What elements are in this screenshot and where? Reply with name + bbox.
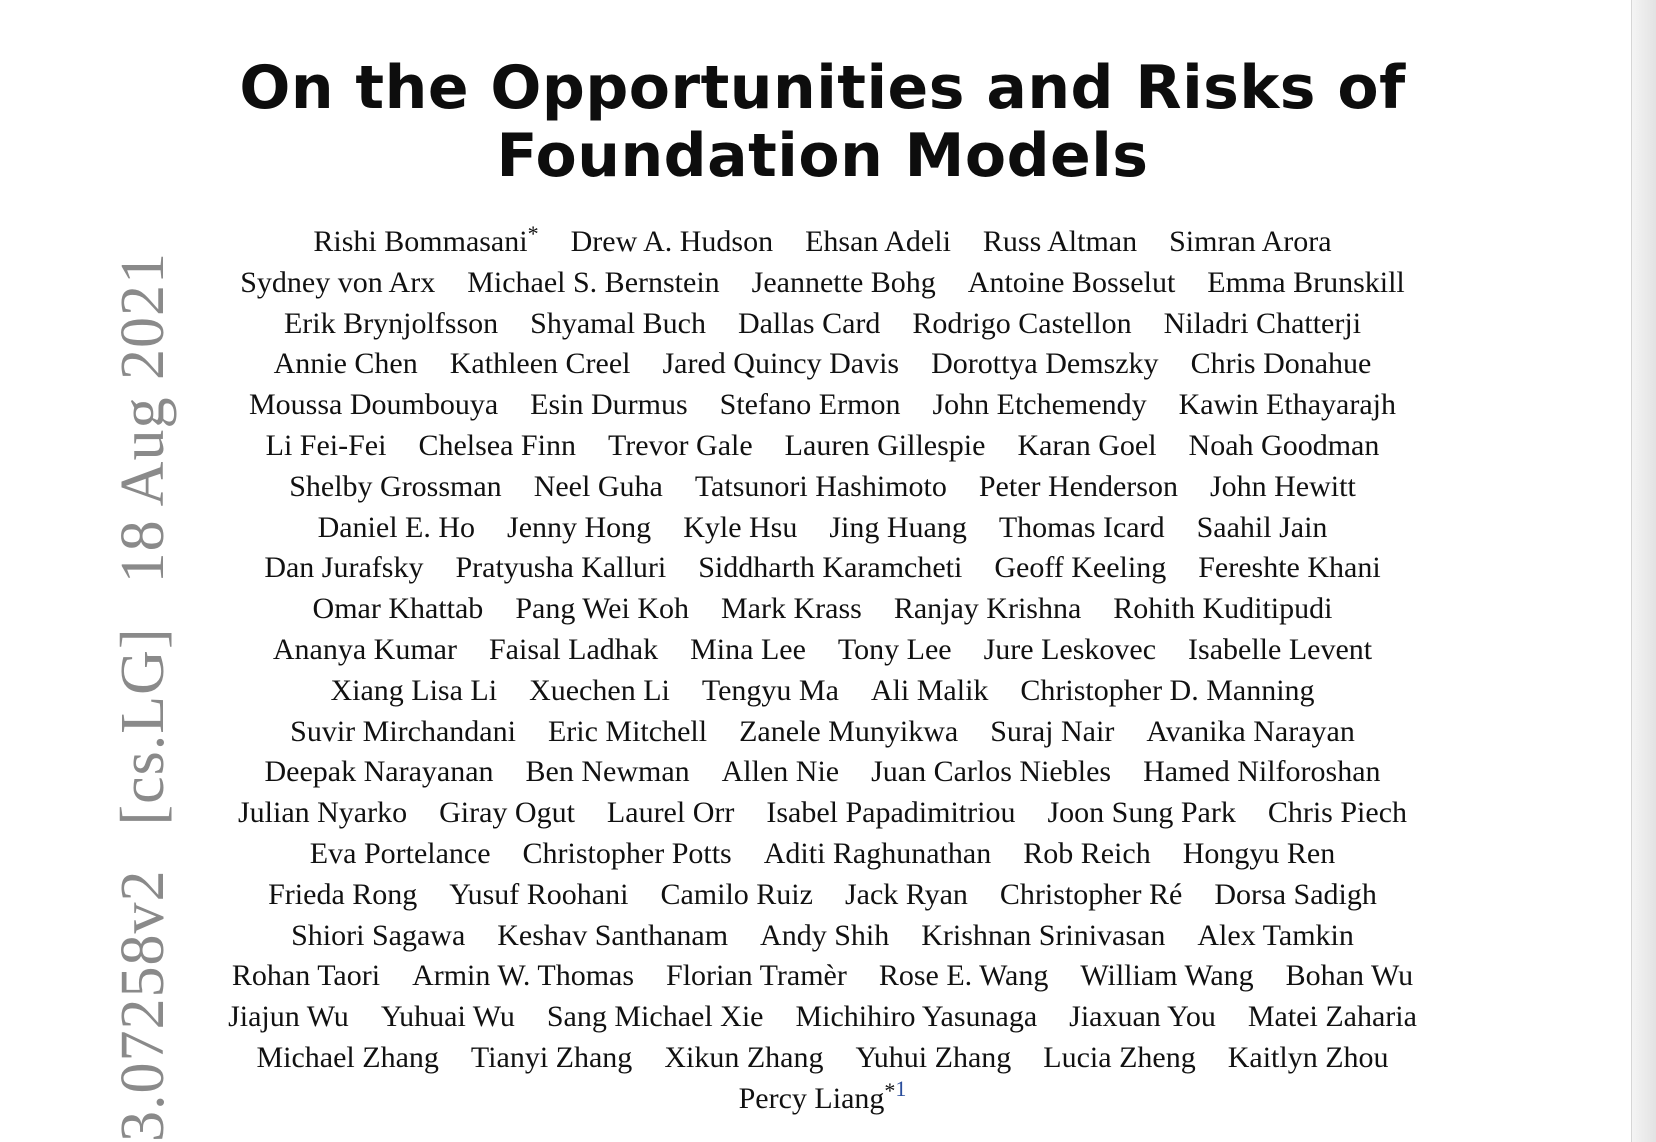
- author-name-text: Daniel E. Ho: [317, 510, 476, 544]
- author-name: [979, 467, 1178, 508]
- author-name-text: John Etchemendy: [932, 388, 1147, 422]
- author-name-text: Siddharth Karamcheti: [698, 551, 963, 585]
- author-line: [140, 548, 1505, 589]
- author-name-text: Saahil Jain: [1196, 510, 1328, 544]
- arxiv-id: 3.07258v2: [109, 869, 177, 1142]
- author-name-text: Simran Arora: [1169, 225, 1332, 258]
- author-line: [140, 834, 1505, 875]
- author-line: [140, 875, 1505, 916]
- author-name-text: Avanika Narayan: [1146, 714, 1355, 748]
- arxiv-date: 18 Aug 2021: [109, 252, 177, 584]
- author-name: [1169, 222, 1331, 263]
- author-name-text: Li Fei-Fei: [265, 428, 387, 462]
- author-name: [983, 222, 1137, 263]
- author-name: [318, 508, 475, 549]
- author-name-text: Stefano Ermon: [719, 388, 901, 422]
- author-line: [140, 630, 1505, 671]
- author-name-text: Rodrigo Castellon: [912, 306, 1132, 340]
- author-name: [845, 875, 968, 916]
- author-name: [1143, 752, 1380, 793]
- author-name-text: Ranjay Krishna: [893, 592, 1082, 626]
- author-name: [1080, 956, 1253, 997]
- author-name: [1146, 712, 1355, 753]
- author-name-text: Christopher D. Manning: [1020, 673, 1315, 707]
- author-name-text: Erik Brynjolfsson: [283, 306, 499, 340]
- author-line: [140, 467, 1505, 508]
- author-line: [140, 956, 1505, 997]
- author-list: [140, 222, 1505, 1120]
- title-line-2: Foundation Models: [496, 121, 1149, 191]
- author-name: [381, 997, 515, 1038]
- author-line: [140, 589, 1505, 630]
- author-name: [1189, 426, 1380, 467]
- author-name-text: Tony Lee: [837, 632, 952, 666]
- author-name: [607, 793, 734, 834]
- author-name-text: Rohan Taori: [231, 959, 381, 993]
- author-name-text: Tatsunori Hashimoto: [694, 469, 947, 503]
- author-name: [290, 712, 516, 753]
- author-name-text: Keshav Santhanam: [497, 918, 729, 952]
- author-name: [664, 1038, 823, 1079]
- author-name: [1047, 793, 1235, 834]
- author-name-text: Bohan Wu: [1285, 959, 1414, 993]
- author-name: [534, 467, 663, 508]
- author-name: [497, 916, 728, 957]
- author-name: [720, 385, 901, 426]
- author-name-text: Jenny Hong: [507, 510, 652, 544]
- author-name: [871, 671, 989, 712]
- author-name: [683, 508, 797, 549]
- author-name: [690, 630, 806, 671]
- author-name-text: Jing Huang: [829, 510, 967, 544]
- author-name-text: Yuhuai Wu: [380, 1000, 515, 1034]
- author-name-text: Christopher Ré: [999, 877, 1183, 911]
- author-name: [1198, 548, 1380, 589]
- author-name-text: Sydney von Arx: [240, 265, 436, 299]
- author-name-text: Frieda Rong: [268, 877, 418, 911]
- author-name: [313, 222, 538, 263]
- author-name-text: Eric Mitchell: [547, 714, 708, 748]
- author-name-text: Annie Chen: [273, 347, 418, 381]
- author-name: [529, 671, 670, 712]
- author-name-text: Karan Goel: [1017, 428, 1157, 462]
- author-name-text: Juan Carlos Niebles: [871, 755, 1112, 789]
- author-name: [999, 508, 1165, 549]
- author-name-text: Xuechen Li: [529, 673, 670, 707]
- author-name: [1043, 1038, 1195, 1079]
- author-name-text: Suvir Mirchandani: [290, 714, 516, 748]
- author-name-text: Deepak Narayanan: [264, 755, 494, 789]
- author-name: [238, 793, 407, 834]
- author-name-text: Giray Ogut: [439, 796, 575, 830]
- author-name: [760, 916, 889, 957]
- author-name-text: Fereshte Khani: [1198, 551, 1381, 585]
- author-name: [268, 875, 417, 916]
- author-name: [412, 956, 634, 997]
- author-name: [785, 426, 986, 467]
- author-line: [140, 222, 1505, 263]
- author-name: [455, 548, 666, 589]
- author-name: [838, 630, 952, 671]
- author-lines: [140, 222, 1505, 1079]
- corresponding-mark: *: [527, 221, 539, 246]
- author-line: [140, 1038, 1505, 1079]
- author-line: [140, 263, 1505, 304]
- author-name-text: Michael Zhang: [256, 1040, 439, 1074]
- author-name: [1207, 263, 1405, 304]
- author-line: [140, 426, 1505, 467]
- author-name-text: Isabelle Levent: [1188, 632, 1373, 666]
- author-name-text: Rohith Kuditipudi: [1113, 592, 1333, 626]
- author-line: [140, 916, 1505, 957]
- author-name-text: Jiajun Wu: [228, 1000, 349, 1034]
- author-name-text: Noah Goodman: [1188, 428, 1380, 462]
- author-name: [663, 344, 900, 385]
- author-name: [467, 263, 719, 304]
- author-name-text: Isabel Papadimitriou: [766, 796, 1016, 830]
- author-name-text: Michael S. Bernstein: [467, 265, 720, 299]
- author-name: [608, 426, 753, 467]
- author-name: [1197, 508, 1328, 549]
- author-name: [313, 589, 484, 630]
- author-name-text: Kyle Hsu: [683, 510, 798, 544]
- author-name: [698, 548, 962, 589]
- author-name: [1248, 997, 1417, 1038]
- author-name-text: Ananya Kumar: [272, 632, 457, 666]
- author-name-text: Drew A. Hudson: [570, 225, 774, 258]
- author-name: [264, 752, 493, 793]
- author-line: [140, 793, 1505, 834]
- author-name-text: Rob Reich: [1023, 836, 1151, 870]
- author-name-text: Hongyu Ren: [1182, 836, 1336, 870]
- author-name: [526, 752, 690, 793]
- author-name: [330, 671, 497, 712]
- author-name: [1023, 834, 1151, 875]
- author-name: [1191, 344, 1372, 385]
- author-line: [140, 712, 1505, 753]
- author-name: [523, 834, 732, 875]
- author-name-text: Hamed Nilforoshan: [1143, 755, 1381, 789]
- author-name-text: Ali Malik: [870, 673, 989, 707]
- author-name: [994, 548, 1166, 589]
- author-name-text: Sang Michael Xie: [546, 1000, 764, 1034]
- last-author-name: Percy Liang: [738, 1081, 885, 1115]
- author-line-last: [140, 1075, 1505, 1120]
- author-name-text: Omar Khattab: [312, 592, 484, 626]
- author-name: [310, 834, 491, 875]
- author-name-text: Dan Jurafsky: [264, 551, 424, 585]
- author-name: [932, 385, 1146, 426]
- author-name-text: Lucia Zheng: [1043, 1040, 1196, 1074]
- author-name: [1164, 304, 1361, 345]
- author-name: [515, 589, 689, 630]
- author-name: [1017, 426, 1156, 467]
- author-name: [1286, 956, 1413, 997]
- author-name: [1210, 467, 1356, 508]
- author-line: [140, 385, 1505, 426]
- author-name-text: Moussa Doumbouya: [249, 388, 499, 422]
- author-name: [418, 426, 576, 467]
- author-name-text: Julian Nyarko: [237, 796, 408, 830]
- author-name-text: Lauren Gillespie: [784, 428, 986, 462]
- author-name: [1228, 1038, 1389, 1079]
- author-name-text: Shelby Grossman: [289, 469, 502, 503]
- author-name: [289, 467, 502, 508]
- author-name: [450, 344, 631, 385]
- author-name: [291, 916, 465, 957]
- corresponding-mark: *: [884, 1077, 896, 1103]
- author-name-text: Thomas Icard: [998, 510, 1165, 544]
- author-name-text: Joon Sung Park: [1047, 796, 1236, 830]
- author-name: [1113, 589, 1332, 630]
- author-name-text: Krishnan Srinivasan: [921, 918, 1166, 952]
- author-name: [489, 630, 658, 671]
- author-name-text: Antoine Bosselut: [967, 265, 1176, 299]
- author-name: [695, 467, 947, 508]
- author-line: [140, 304, 1505, 345]
- author-line: [140, 752, 1505, 793]
- author-name: [1069, 997, 1216, 1038]
- author-name: [547, 997, 764, 1038]
- author-name-text: Florian Tramèr: [666, 959, 847, 993]
- author-name: [471, 1038, 632, 1079]
- author-name-text: Peter Henderson: [978, 469, 1178, 503]
- author-name: [264, 548, 423, 589]
- author-name-text: Kawin Ethayarajh: [1178, 388, 1396, 422]
- author-name-text: William Wang: [1080, 959, 1254, 993]
- paper-title: [150, 54, 1495, 190]
- author-name-text: Jeannette Bohg: [751, 265, 936, 299]
- author-name: [1214, 875, 1376, 916]
- author-name: [721, 589, 862, 630]
- author-name: [805, 222, 951, 263]
- author-name: [879, 956, 1049, 997]
- author-name-text: Mina Lee: [690, 632, 806, 666]
- author-name: [931, 344, 1158, 385]
- author-name: [256, 1038, 438, 1079]
- title-line-1: On the Opportunities and Risks of: [239, 53, 1406, 123]
- author-name: [702, 671, 839, 712]
- author-name-text: Mark Krass: [721, 592, 862, 626]
- author-name-text: Kaitlyn Zhou: [1227, 1040, 1389, 1074]
- author-name-text: Allen Nie: [721, 755, 840, 789]
- author-name-text: Rishi Bommasani: [313, 225, 528, 258]
- author-name: [1020, 671, 1314, 712]
- author-name: [764, 834, 991, 875]
- author-line: [140, 508, 1505, 549]
- author-name: [666, 956, 847, 997]
- author-name-text: Armin W. Thomas: [412, 959, 635, 993]
- author-name-text: Jiaxuan You: [1069, 1000, 1216, 1034]
- author-name-text: Suraj Nair: [990, 714, 1115, 748]
- author-line: [140, 344, 1505, 385]
- author-name-text: Neel Guha: [533, 469, 663, 503]
- author-name: [1197, 916, 1354, 957]
- author-name: [894, 589, 1081, 630]
- author-name-text: Michihiro Yasunaga: [795, 1000, 1038, 1034]
- author-name: [249, 385, 498, 426]
- author-name: [1268, 793, 1407, 834]
- author-name: [829, 508, 967, 549]
- author-name-text: Camilo Ruiz: [660, 877, 813, 911]
- author-name: [228, 997, 349, 1038]
- author-name: [921, 916, 1165, 957]
- author-name: [912, 304, 1131, 345]
- author-name: [1183, 834, 1336, 875]
- author-name-text: Yuhui Zhang: [855, 1040, 1012, 1074]
- author-name: [530, 304, 706, 345]
- author-name-text: Yusuf Roohani: [449, 877, 629, 911]
- author-name: [1179, 385, 1396, 426]
- author-name-text: Christopher Potts: [522, 836, 732, 870]
- author-name: [738, 304, 880, 345]
- author-name-text: Eva Portelance: [309, 836, 491, 870]
- author-name-text: Esin Durmus: [530, 388, 688, 422]
- author-name: [1000, 875, 1182, 916]
- author-name-text: Ehsan Adeli: [805, 225, 951, 258]
- author-name-text: John Hewitt: [1209, 469, 1356, 503]
- author-name-text: Emma Brunskill: [1207, 265, 1405, 299]
- author-name: [274, 344, 418, 385]
- author-name: [284, 304, 498, 345]
- author-name-text: Xiang Lisa Li: [330, 673, 498, 707]
- author-name: [266, 426, 387, 467]
- author-name: [660, 875, 813, 916]
- author-name: [739, 712, 958, 753]
- author-name: [507, 508, 651, 549]
- author-name: [722, 752, 839, 793]
- author-name-text: Faisal Ladhak: [489, 632, 659, 666]
- author-name: [232, 956, 380, 997]
- author-name: [530, 385, 688, 426]
- author-name-text: Niladri Chatterji: [1163, 306, 1362, 340]
- author-name-text: Dorottya Demszky: [931, 347, 1159, 381]
- author-name-text: Matei Zaharia: [1247, 1000, 1417, 1034]
- author-name-text: Ben Newman: [525, 755, 690, 789]
- author-name: [766, 793, 1015, 834]
- page-edge-shadow: [1631, 0, 1656, 1142]
- author-name: [752, 263, 936, 304]
- author-name: [738, 1075, 907, 1120]
- footnote-link[interactable]: 1: [895, 1075, 907, 1101]
- author-name: [548, 712, 707, 753]
- author-name-text: Dallas Card: [737, 306, 881, 340]
- author-name-text: Chris Piech: [1267, 796, 1408, 830]
- author-name-text: Kathleen Creel: [449, 347, 631, 381]
- author-name-text: Alex Tamkin: [1197, 918, 1354, 952]
- author-name-text: Xikun Zhang: [664, 1040, 824, 1074]
- author-name-text: Zanele Munyikwa: [739, 714, 959, 748]
- author-name: [240, 263, 435, 304]
- author-line: [140, 671, 1505, 712]
- author-line: [140, 997, 1505, 1038]
- author-name-text: Chelsea Finn: [418, 428, 576, 462]
- author-name-text: Pang Wei Koh: [515, 592, 689, 626]
- author-name: [855, 1038, 1011, 1079]
- author-name: [571, 222, 774, 263]
- author-name-text: Pratyusha Kalluri: [455, 551, 667, 585]
- author-name-text: Dorsa Sadigh: [1214, 877, 1377, 911]
- author-name-text: Rose E. Wang: [878, 959, 1049, 993]
- author-name-text: Shiori Sagawa: [291, 918, 466, 952]
- author-name-text: Shyamal Buch: [530, 306, 706, 340]
- author-name: [990, 712, 1114, 753]
- author-name-text: Jack Ryan: [844, 877, 968, 911]
- author-name: [968, 263, 1176, 304]
- author-name: [984, 630, 1156, 671]
- author-name: [439, 793, 575, 834]
- author-name-text: Laurel Orr: [606, 796, 735, 830]
- author-name-text: Trevor Gale: [607, 428, 753, 462]
- author-name-text: Russ Altman: [982, 225, 1138, 258]
- author-name: [273, 630, 457, 671]
- author-name-text: Jared Quincy Davis: [662, 347, 900, 381]
- arxiv-category: [cs.LG]: [109, 627, 177, 826]
- author-name: [795, 997, 1037, 1038]
- author-name-text: Aditi Raghunathan: [763, 836, 992, 870]
- author-name: [449, 875, 628, 916]
- author-name-text: Tengyu Ma: [701, 673, 839, 707]
- author-name-text: Chris Donahue: [1190, 347, 1372, 381]
- author-name: [871, 752, 1111, 793]
- author-name-text: Geoff Keeling: [994, 551, 1167, 585]
- author-name-text: Jure Leskovec: [983, 632, 1157, 666]
- author-name: [1188, 630, 1372, 671]
- author-name-text: Tianyi Zhang: [470, 1040, 633, 1074]
- author-name-text: Andy Shih: [760, 918, 890, 952]
